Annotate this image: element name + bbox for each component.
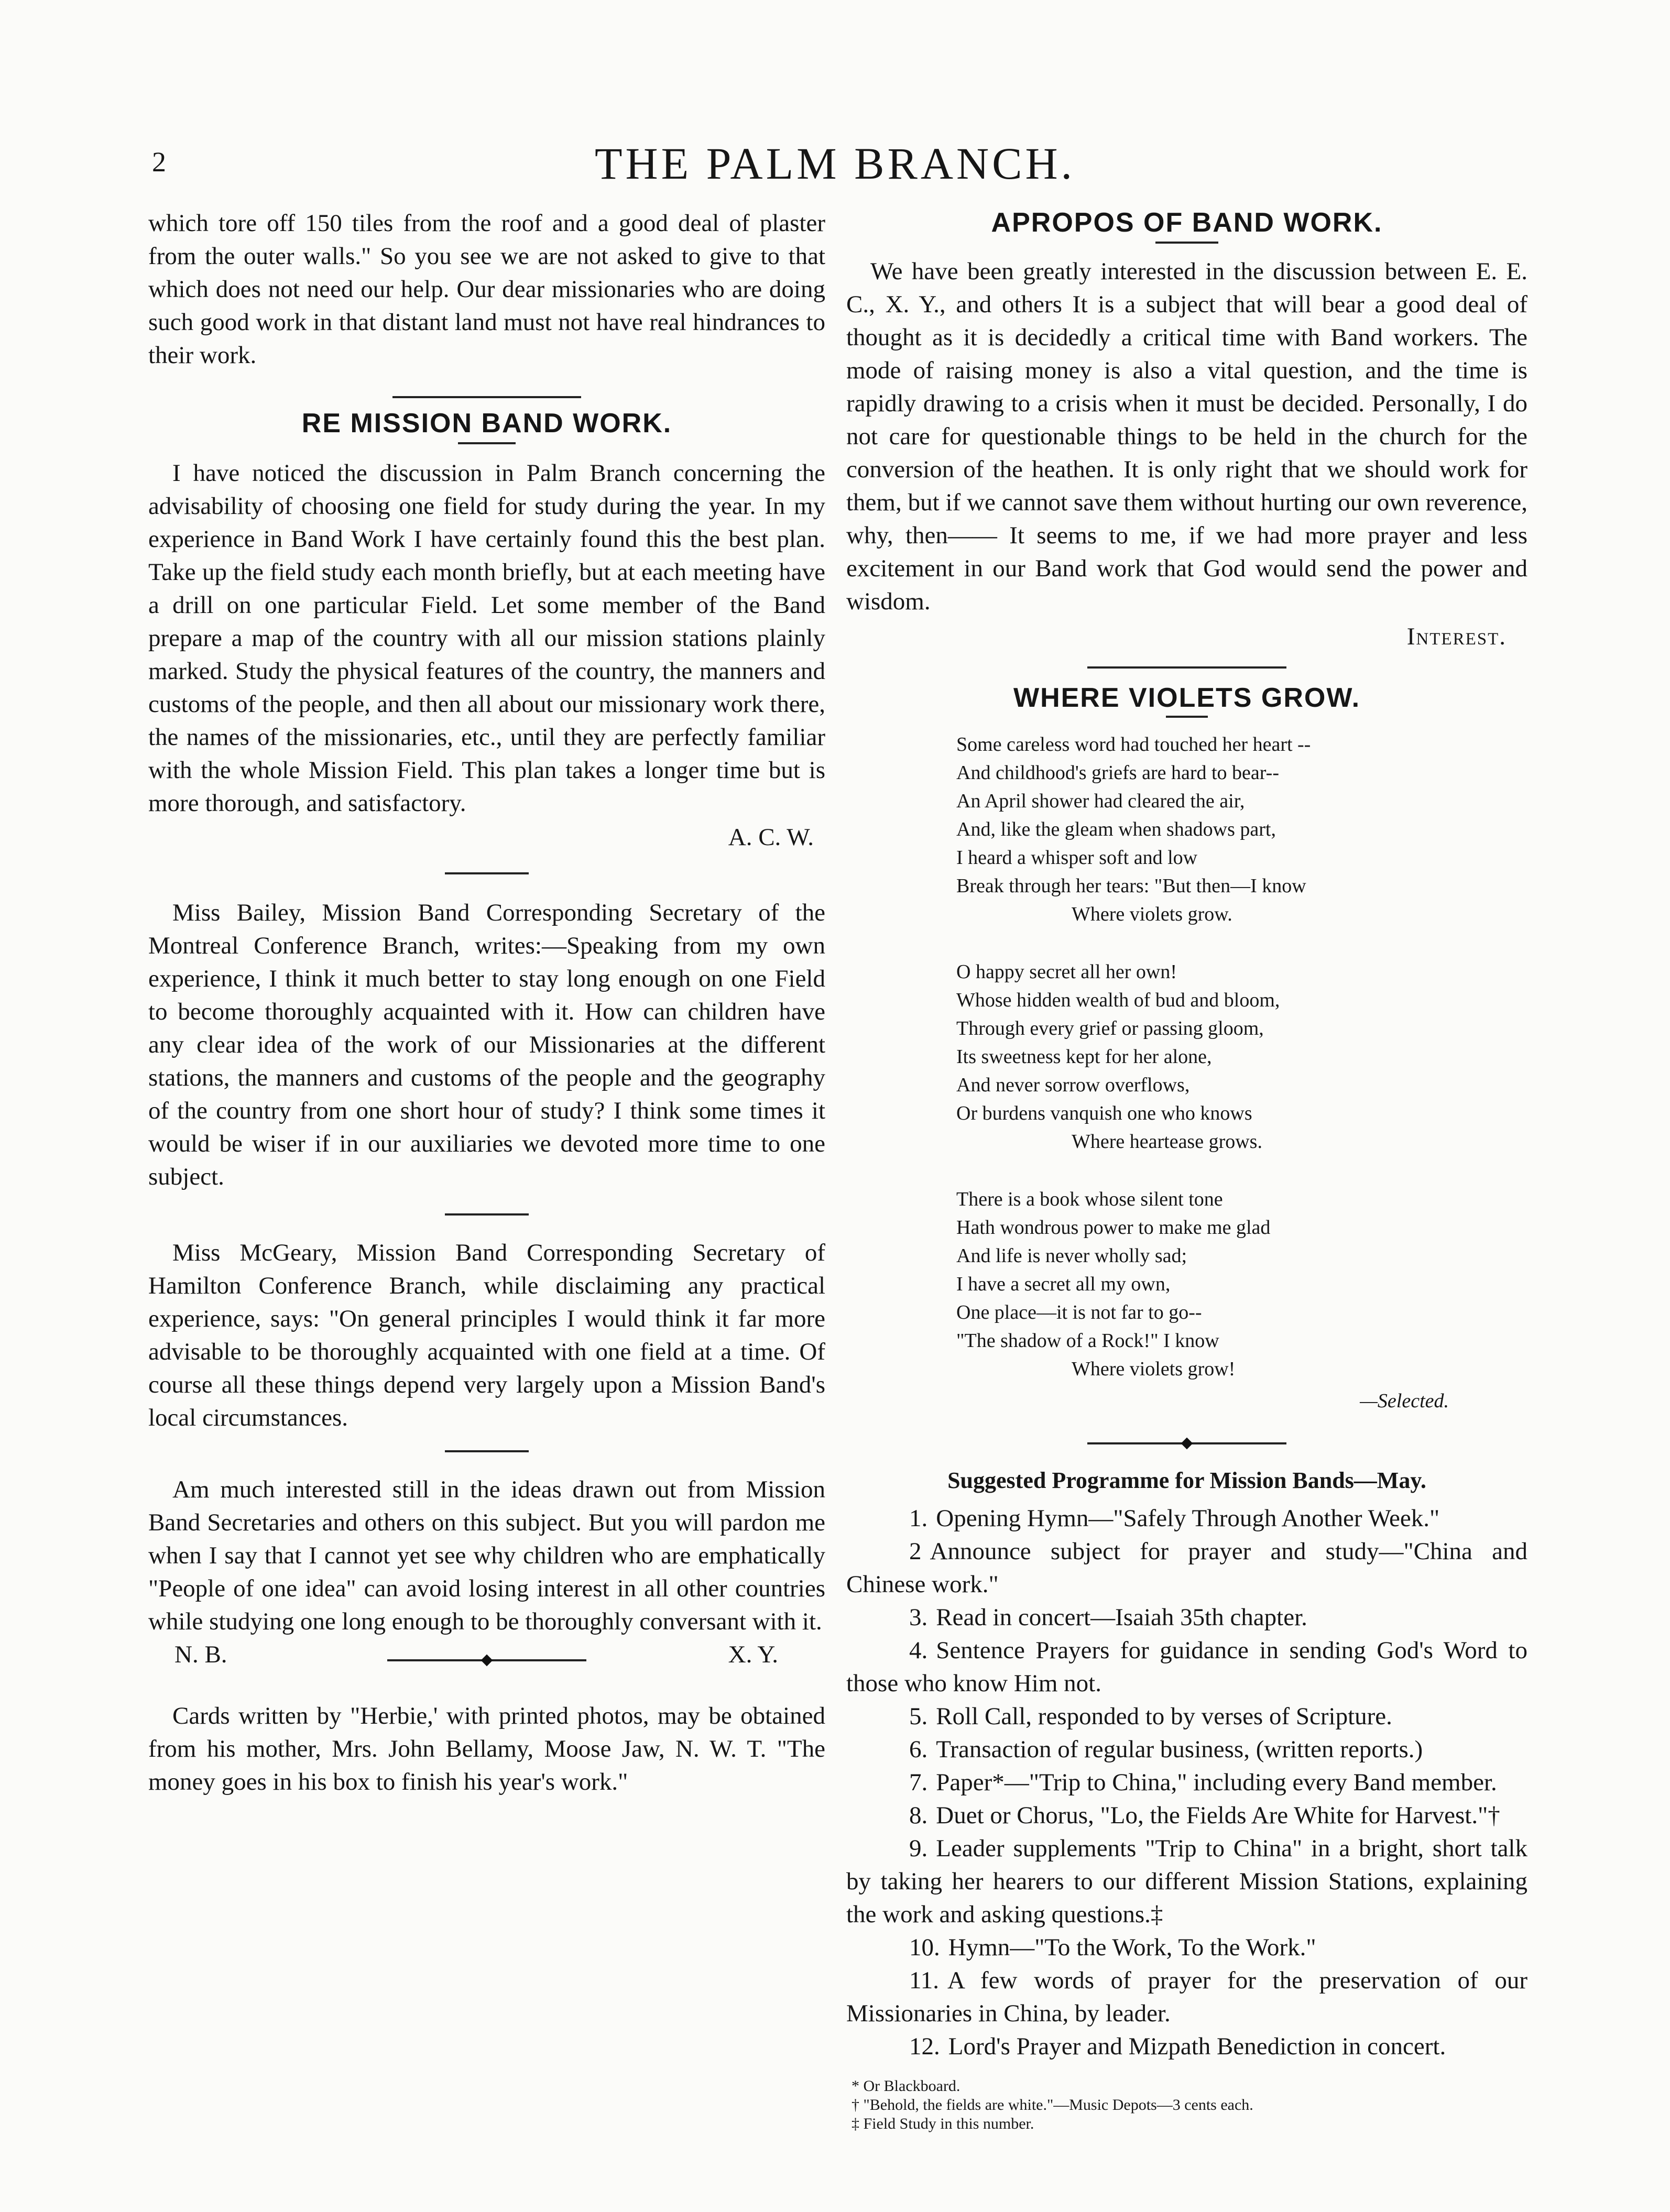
signature-xy: X. Y.	[728, 1641, 778, 1668]
item-text: Hymn—"To the Work, To the Work."	[948, 1934, 1316, 1961]
item-text: A few words of prayer for the preservation of our Missionaries in China, by leader.	[846, 1967, 1527, 2027]
poem-line: And never sorrow overflows,	[956, 1074, 1190, 1096]
poem-line: I heard a whisper soft and low	[956, 847, 1198, 869]
programme-list	[846, 1502, 1527, 2063]
item-number: 8.	[909, 1802, 928, 1829]
footnote: † "Behold, the fields are white."—Music Depots—3 cents each.	[852, 2096, 1253, 2114]
signature-nb: N. B.	[174, 1641, 227, 1668]
ornament-divider	[387, 1652, 586, 1668]
poem-stanza-3	[956, 1185, 1527, 1383]
programme-item	[846, 1535, 1527, 1601]
item-number: 2	[909, 1538, 922, 1565]
apropos-heading: APROPOS OF BAND WORK.	[991, 207, 1383, 238]
item-text: Announce subject for prayer and study—"China and Chinese work."	[846, 1538, 1527, 1598]
poem-heading: WHERE VIOLETS GROW.	[1013, 683, 1361, 713]
item-text: Duet or Chorus, "Lo, the Fields Are White for Harvest."†	[936, 1802, 1500, 1829]
item-text: Sentence Prayers for guidance in sending God's Word to those who know Him not.	[846, 1637, 1527, 1697]
poem-line: Hath wondrous power to make me glad	[956, 1217, 1271, 1239]
programme-item	[846, 1799, 1527, 1832]
programme-item	[846, 1634, 1527, 1700]
item-number: 9.	[909, 1835, 928, 1862]
programme-footnotes	[846, 2077, 1527, 2133]
item-number: 11.	[909, 1967, 940, 1994]
left-column	[148, 207, 825, 1799]
poem-refrain: Where violets grow.	[1072, 903, 1232, 925]
poem-refrain: Where violets grow!	[1072, 1358, 1236, 1380]
mcgeary-paragraph: Miss McGeary, Mission Band Corresponding Secretary of Hamilton Conference Branch, while disclaiming any practical experience, says: "On general principles I would think it far more advisable to be thoroughly acquainted with one field at a time. Of course all these things depend very largely upon a Mission Band's local circumstances.	[148, 1239, 825, 1431]
poem-stanza-1	[956, 730, 1527, 928]
programme-item	[846, 1502, 1527, 1535]
cards-paragraph: Cards written by "Herbie,' with printed photos, may be obtained from his mother, Mrs. John Bellamy, Moose Jaw, N. W. T. "The money goes in his box to finish his year's work."	[148, 1702, 825, 1795]
poem-line: And childhood's griefs are hard to bear--	[956, 762, 1279, 784]
poem-credit: —Selected.	[1360, 1390, 1449, 1412]
right-column	[846, 207, 1527, 2133]
interested-paragraph: Am much interested still in the ideas drawn out from Mission Band Secretaries and others on this subject. But you will pardon me when I say that I cannot yet see why children who are emphatically "People of one idea" can avoid losing interest in all other countries while studying one long enough to be thoroughly conversant with it.	[148, 1476, 825, 1635]
poem-refrain: Where heartease grows.	[1072, 1131, 1262, 1153]
poem-line: There is a book whose silent tone	[956, 1188, 1223, 1210]
re-mission-heading: RE MISSION BAND WORK.	[301, 408, 672, 439]
item-text: Read in concert—Isaiah 35th chapter.	[936, 1604, 1307, 1631]
item-text: Paper*—"Trip to China," including every Band member.	[936, 1769, 1497, 1796]
item-text: Opening Hymn—"Safely Through Another Week."	[936, 1505, 1440, 1532]
item-number: 3.	[909, 1604, 928, 1631]
poem-line: Through every grief or passing gloom,	[956, 1017, 1264, 1039]
programme-item	[846, 1733, 1527, 1766]
programme-item	[846, 2030, 1527, 2063]
item-number: 6.	[909, 1736, 928, 1763]
programme-item	[846, 1964, 1527, 2030]
re-mission-signature: A. C. W.	[728, 824, 814, 851]
item-number: 1.	[909, 1505, 928, 1532]
item-text: Leader supplements "Trip to China" in a bright, short talk by taking her hearers to our different Mission Stations, explaining the work and asking questions.‡	[846, 1835, 1527, 1928]
ornament-divider	[1087, 1436, 1286, 1451]
item-number: 4.	[909, 1637, 928, 1664]
footnote: ‡ Field Study in this number.	[852, 2115, 1034, 2132]
programme-item	[846, 1766, 1527, 1799]
programme-item	[846, 1601, 1527, 1634]
poem-line: Or burdens vanquish one who knows	[956, 1102, 1252, 1124]
item-number: 10.	[909, 1934, 940, 1961]
apropos-signature: Interest.	[1406, 623, 1507, 650]
page-number: 2	[152, 146, 166, 178]
apropos-body: We have been greatly interested in the discussion between E. E. C., X. Y., and others It is a subject that will bear a good deal of thought as it is decidedly a critical time with Band workers. The mode of raising money is also a vital question, and the time is rapidly drawing to a crisis when it must be decided. Personally, I do not care for questionable things to be held in the church for the conversion of the heathen. It is only right that we should work for them, but if we cannot save them without hurting our own reverence, why, then—— It seems to me, if we had more prayer and less excitement in our Band work that God would send the power and wisdom.	[846, 258, 1527, 615]
programme-title: Suggested Programme for Mission Bands—May.	[947, 1468, 1426, 1493]
programme-item	[846, 1700, 1527, 1733]
poem-line: And life is never wholly sad;	[956, 1245, 1187, 1267]
footnote: * Or Blackboard.	[852, 2077, 960, 2095]
poem	[846, 730, 1527, 1383]
item-text: Transaction of regular business, (written reports.)	[936, 1736, 1423, 1763]
programme-item	[846, 1832, 1527, 1931]
masthead: THE PALM BRANCH.	[594, 138, 1076, 189]
intro-paragraph: which tore off 150 tiles from the roof and a good deal of plaster from the outer walls." So you see we are not asked to give to that which does not need our help. Our dear missionaries who are doing such good work in that distant land must not have real hindrances to their work.	[148, 210, 825, 369]
re-mission-body: I have noticed the discussion in Palm Branch concerning the advisability of choosing one field for study during the year. In my experience in Band Work I have certainly found this the best plan. Take up the field study each month briefly, but at each meeting have a drill on one particular Field. Let some member of the Band prepare a map of the country with all our mission stations plainly marked. Study the physical features of the country, the manners and customs of the people, and then all about our missionary work there, the names of the missionaries, etc., until they are perfectly familiar with the whole Mission Field. This plan takes a longer time but is more thorough, and satisfactory.	[148, 459, 825, 817]
poem-line: One place—it is not far to go--	[956, 1301, 1202, 1323]
poem-line: Break through her tears: "But then—I know	[956, 875, 1306, 897]
item-number: 7.	[909, 1769, 928, 1796]
ornament-diamond	[1181, 1438, 1193, 1450]
poem-line: And, like the gleam when shadows part,	[956, 818, 1276, 840]
programme-item	[846, 1931, 1527, 1964]
poem-line: O happy secret all her own!	[956, 961, 1177, 983]
bailey-paragraph: Miss Bailey, Mission Band Corresponding Secretary of the Montreal Conference Branch, writes:—Speaking from my own experience, I think it much better to stay long enough on one Field to become thoroughly acquainted with it. How can children have any clear idea of the work of our Missionaries at the different stations, the manners and customs of the people and the geography of the country from one short hour of study? I think some times it would be wiser if in our auxiliaries we devoted more time to one subject.	[148, 899, 825, 1190]
poem-line: Its sweetness kept for her alone,	[956, 1046, 1212, 1068]
item-number: 12.	[909, 2033, 940, 2060]
item-number: 5.	[909, 1703, 928, 1730]
poem-line: Some careless word had touched her heart --	[956, 733, 1311, 755]
poem-line: "The shadow of a Rock!" I know	[956, 1330, 1219, 1352]
poem-line: Whose hidden wealth of bud and bloom,	[956, 989, 1280, 1011]
item-text: Roll Call, responded to by verses of Scripture.	[936, 1703, 1392, 1730]
item-text: Lord's Prayer and Mizpath Benediction in concert.	[948, 2033, 1446, 2060]
poem-line: An April shower had cleared the air,	[956, 790, 1245, 812]
poem-line: I have a secret all my own,	[956, 1273, 1171, 1295]
ornament-diamond	[481, 1655, 493, 1667]
poem-stanza-2	[956, 958, 1527, 1156]
